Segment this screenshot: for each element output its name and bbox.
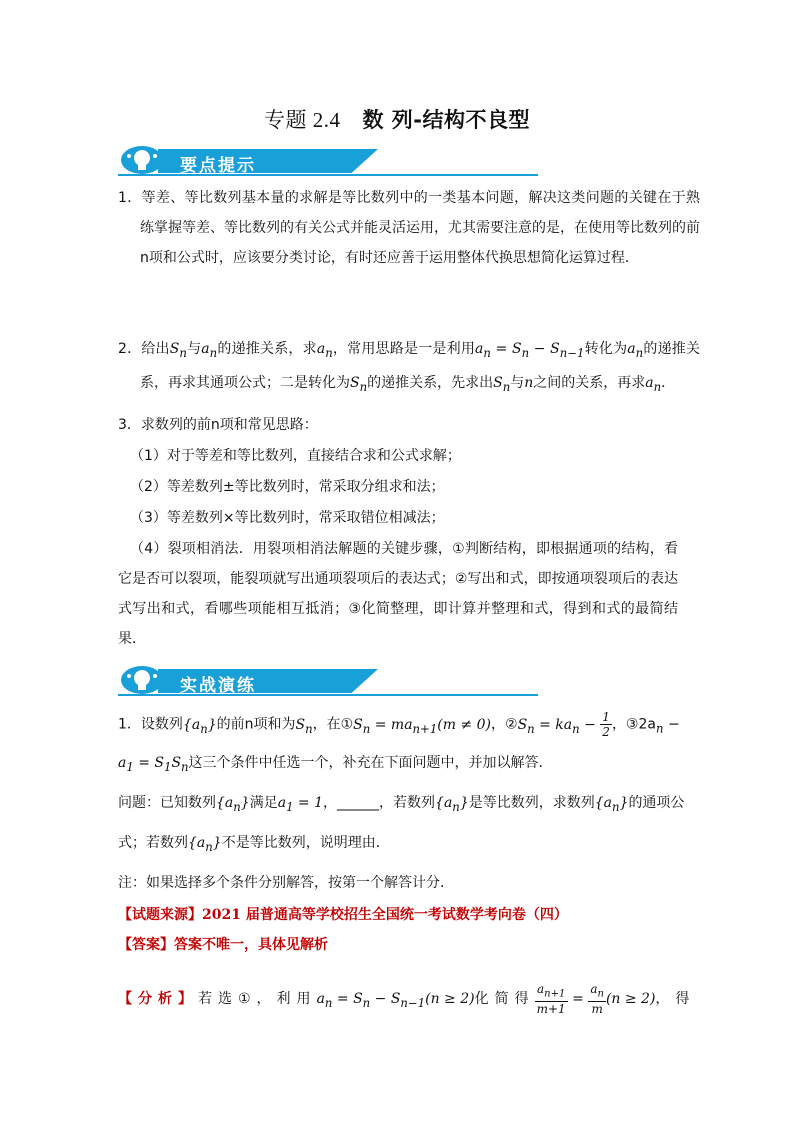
question-source: 【试题来源】2021 届普通高等学校招生全国统一考试数学考向卷（四） bbox=[118, 907, 568, 923]
key-point-3: 3．求数列的前n项和常见思路： bbox=[118, 417, 318, 433]
answer-line: 【答案】答案不唯一，具体见解析 bbox=[118, 937, 328, 953]
lightbulb-icon bbox=[118, 142, 164, 176]
page-title bbox=[0, 104, 794, 134]
title-number: 专题 2.4 bbox=[263, 108, 341, 132]
question-note: 注：如果选择多个条件分别解答，按第一个解答计分． bbox=[118, 875, 454, 891]
title-text: 数 列-结构不良型 bbox=[362, 108, 531, 132]
banner-practice bbox=[118, 664, 538, 696]
sub-point-1: （1）对于等差和等比数列，直接结合求和公式求解； bbox=[130, 448, 461, 464]
question-line-1: 1．设数列$\{a_n\}$的前n项和为$S_n$，在$①S_n = ma_{n+1}(m \ne 0)$，$②S_n = ka_n$ − $\frac{1}{2}$ ，$③2a_n$ − bbox=[118, 710, 680, 739]
question-line-2: $a_1 = S_1S_n$这三个条件中任选一个，补充在下面问题中，并加以解答． bbox=[118, 755, 553, 774]
banner-label: 要点提示 bbox=[180, 156, 256, 176]
question-line-4: 式；若数列$\{a_n\}$不是等比数列，说明理由． bbox=[118, 835, 390, 854]
banner-key-points bbox=[118, 144, 538, 176]
analysis-line: 【分析】若选①，利用$a_n = S_n - S_{n-1}(n \ge 2)$化简得 $\frac{a_{n+1}}{m+1}$ = $\frac{a_n}{m}$ (n ≥ 2)，得 bbox=[118, 982, 696, 1017]
banner-label: 实战演练 bbox=[180, 676, 256, 696]
key-point-2: 2．给出$S_n$与$a_n$的递推关系，求$a_n$，常用思路是一是利用$a_n = S_n - S_{n-1}$转化为$a_n$的递推关系，再求其通项公式；二是转化为$S_n$的递推关系，先求出$S_n$与n之间的关系，再求$a_n$． bbox=[118, 341, 701, 394]
lightbulb-icon bbox=[118, 662, 164, 696]
sub-point-3: （3）等差数列×等比数列时，常采取错位相减法； bbox=[130, 510, 445, 526]
key-point-1: 1．等差、等比数列基本量的求解是等比数列中的一类基本问题，解决这类问题的关键在于熟练掌握等差、等比数列的有关公式并能灵活运用，尤其需要注意的是，在使用等比数列的前n项和公式时，应该要分类讨论，有时还应善于运用整体代换思想简化运算过程． bbox=[118, 190, 700, 266]
sub-point-4: （4）裂项相消法．用裂项相消法解题的关键步骤，①判断结构，即根据通项的结构，看它是否可以裂项，能裂项就写出通项裂项后的表达式；②写出和式，即按通项裂项后的表达式写出和式，看哪些项能相互抵消；③化简整理，即计算并整理和式，得到和式的最简结果． bbox=[118, 541, 678, 647]
question-line-3: 问题：已知数列$\{a_n\}$满足$a_1 = 1$，______，若数列$\{a_n\}$是等比数列，求数列$\{a_n\}$的通项公 bbox=[118, 795, 685, 814]
sub-point-2: （2）等差数列±等比数列时，常采取分组求和法； bbox=[130, 479, 445, 495]
